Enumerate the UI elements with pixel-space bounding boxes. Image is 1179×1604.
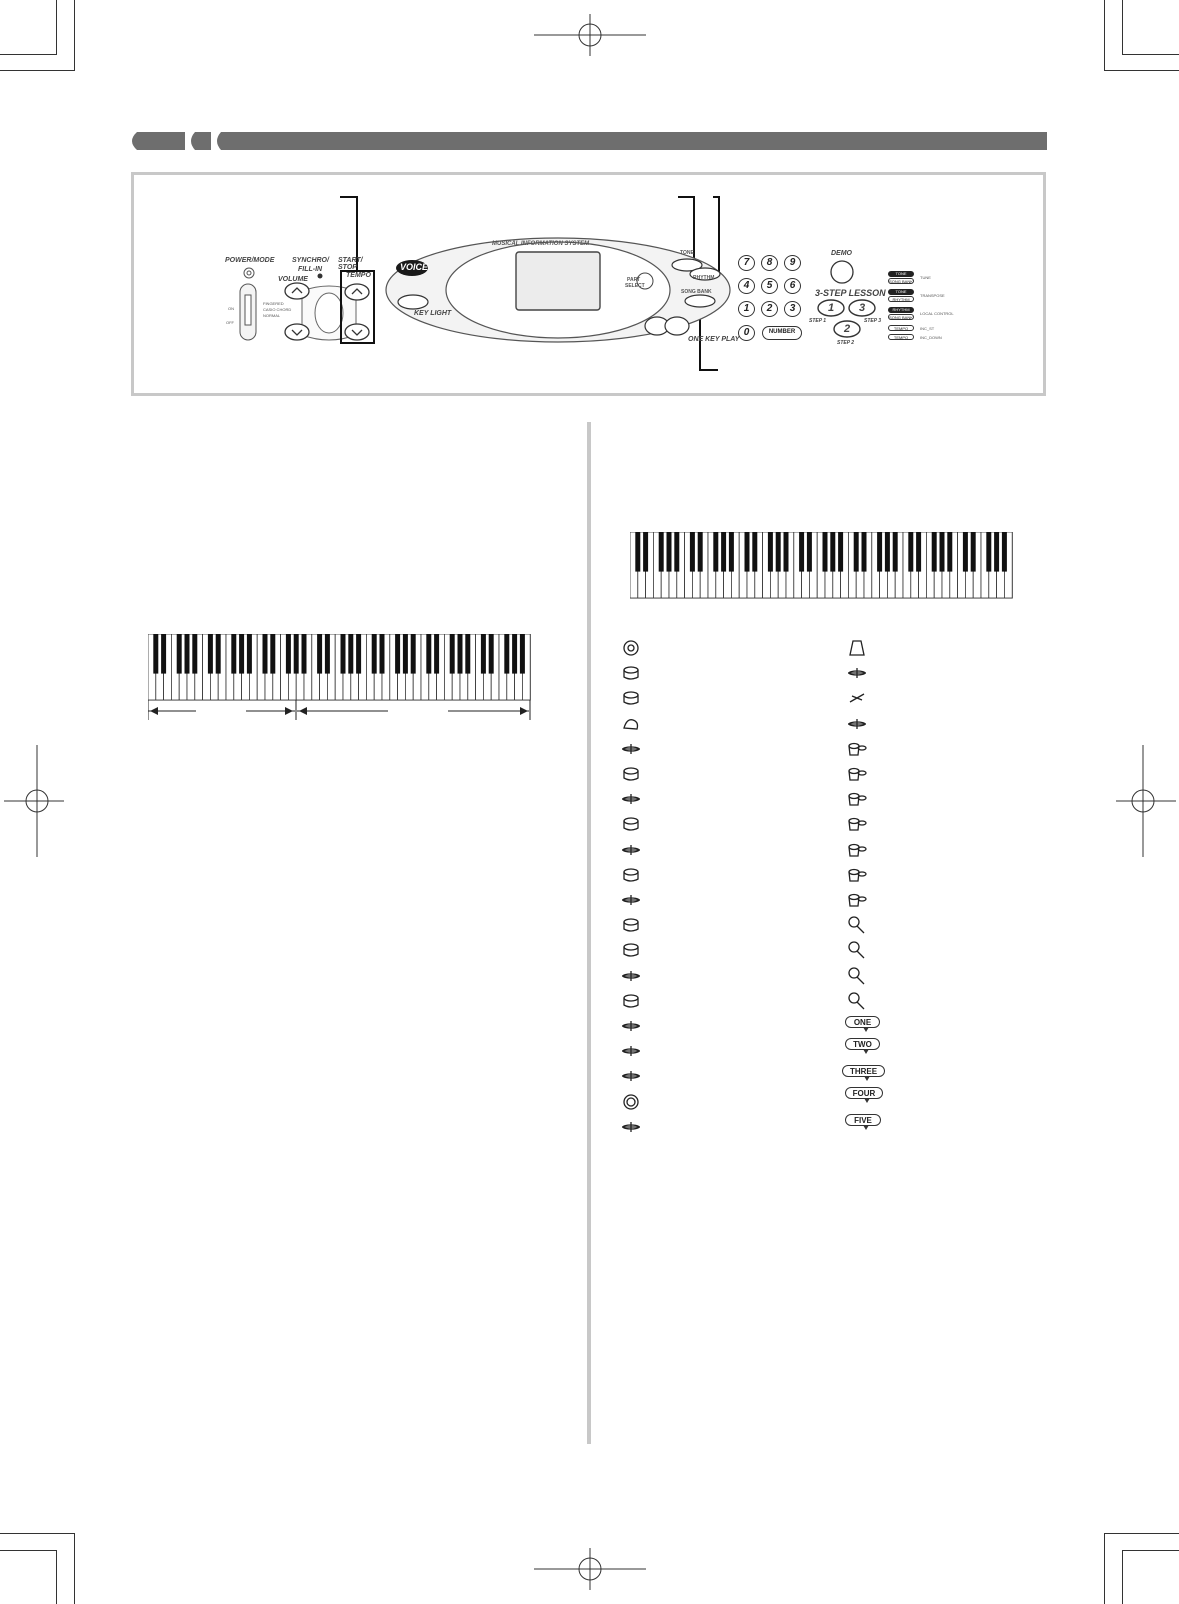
black-key <box>721 532 726 572</box>
one-key-play-buttons[interactable] <box>643 315 693 337</box>
agogo-l-icon <box>845 938 869 962</box>
step3-label: STEP 3 <box>864 318 882 324</box>
black-key <box>325 634 330 674</box>
black-key <box>395 634 400 674</box>
instrument-icon-list-right <box>845 636 885 1136</box>
pill-top: TONE <box>888 289 914 295</box>
registration-mark-right <box>1116 745 1176 857</box>
mis-label: MUSICAL INFORMATION SYSTEM <box>492 241 590 247</box>
crop-mark-bottom-right-v2 <box>1122 1550 1123 1604</box>
tom-low-icon <box>619 762 643 786</box>
black-key <box>745 532 750 572</box>
black-key <box>823 532 828 572</box>
ride-3-icon <box>845 712 869 736</box>
black-key <box>302 634 307 674</box>
black-key <box>994 532 999 572</box>
black-key <box>908 532 913 572</box>
black-key <box>216 634 221 674</box>
lesson-key-1[interactable]: 1 <box>828 302 835 314</box>
volume-label: VOLUME <box>278 276 308 283</box>
crop-mark-bottom-left-v2 <box>56 1550 57 1604</box>
black-key <box>932 532 937 572</box>
tom-lm-icon <box>619 913 643 937</box>
black-key <box>986 532 991 572</box>
hand-clap-icon <box>619 712 643 736</box>
black-key <box>434 634 439 674</box>
splash-icon <box>619 1115 643 1139</box>
black-key <box>286 634 291 674</box>
badge-one: ONE <box>845 1016 880 1028</box>
black-key <box>893 532 898 572</box>
agogo-h-icon <box>845 913 869 937</box>
column-divider <box>587 422 591 1444</box>
switch-off-label: OFF <box>226 320 234 325</box>
badge-three: THREE <box>842 1065 885 1077</box>
black-key <box>971 532 976 572</box>
black-key <box>807 532 812 572</box>
black-key <box>208 634 213 674</box>
pill-top: RHYTHM <box>888 307 914 313</box>
pill-bottom: SONG BANK <box>889 315 913 320</box>
crop-mark-bottom-left-h2 <box>0 1550 56 1551</box>
black-key <box>916 532 921 572</box>
pill-bottom: RHYTHM <box>888 296 914 302</box>
digit-key-5[interactable]: 5 <box>761 278 778 294</box>
keyboard-diagram-left <box>148 634 544 752</box>
black-key <box>263 634 268 674</box>
badge-two: TWO <box>845 1038 880 1050</box>
black-key <box>674 532 679 572</box>
black-key <box>947 532 952 572</box>
digit-key-0[interactable]: 0 <box>738 325 755 341</box>
black-key <box>635 532 640 572</box>
keyboard-diagram-right <box>630 532 1036 620</box>
lesson-key-3[interactable]: 3 <box>859 302 866 314</box>
conga-open-icon <box>845 812 869 836</box>
stop-label: STOP <box>338 264 357 271</box>
black-key <box>698 532 703 572</box>
tempo-up-button[interactable] <box>343 282 371 302</box>
arrow-head-right-start <box>299 707 307 715</box>
start-label: START/ <box>338 257 363 264</box>
instrument-icon-list-left <box>619 636 649 1136</box>
lesson-title: 3-STEP LESSON <box>815 288 886 298</box>
side-label: INC_DOWN <box>920 335 942 340</box>
conga-low-icon <box>845 838 869 862</box>
bongo-l-icon <box>845 762 869 786</box>
badge-five: FIVE <box>845 1114 881 1126</box>
ride-bell-icon <box>619 1064 643 1088</box>
black-key <box>426 634 431 674</box>
digit-key-2[interactable]: 2 <box>761 301 778 317</box>
black-key <box>963 532 968 572</box>
crop-mark-bottom-left-v <box>74 1533 75 1604</box>
rhythm-label: RHYTHM <box>693 275 715 281</box>
registration-mark-bottom <box>534 1548 646 1590</box>
black-key <box>799 532 804 572</box>
black-key <box>776 532 781 572</box>
fill-in-label: FILL-IN <box>298 266 323 273</box>
black-key <box>380 634 385 674</box>
number-keypad <box>738 255 808 345</box>
number-button[interactable]: NUMBER <box>762 326 802 340</box>
volume-down-button[interactable] <box>283 322 311 342</box>
side-label: INC_ST <box>920 326 935 331</box>
black-key <box>458 634 463 674</box>
tom-h-icon <box>619 812 643 836</box>
cowbell-icon <box>845 636 869 660</box>
digit-key-9[interactable]: 9 <box>784 255 801 271</box>
vibraslap-icon <box>845 686 869 710</box>
tone-label: TONE <box>680 250 694 256</box>
step1-label: STEP 1 <box>809 318 827 324</box>
snare-2-icon <box>619 686 643 710</box>
tempo-down-button[interactable] <box>343 322 371 342</box>
ride-2-icon <box>619 1014 643 1038</box>
black-key <box>713 532 718 572</box>
black-key <box>372 634 377 674</box>
black-key <box>239 634 244 674</box>
black-key <box>667 532 672 572</box>
black-key <box>729 532 734 572</box>
black-key <box>356 634 361 674</box>
side-label: TRANSPOSE <box>920 293 945 298</box>
bass-drum-icon <box>619 636 643 660</box>
mode-fingered-label: FINGERED <box>263 301 284 306</box>
black-key <box>838 532 843 572</box>
black-key <box>830 532 835 572</box>
black-key <box>153 634 158 674</box>
lesson-key-2[interactable]: 2 <box>844 323 851 335</box>
registration-mark-left <box>4 745 64 857</box>
tempo-label: TEMPO <box>346 272 371 279</box>
crash-2-icon <box>845 661 869 685</box>
tom-h2-icon <box>619 989 643 1013</box>
black-key <box>177 634 182 674</box>
black-key <box>185 634 190 674</box>
black-key <box>504 634 509 674</box>
crop-mark-bottom-right-h2 <box>1122 1550 1179 1551</box>
chinese-icon <box>619 1039 643 1063</box>
black-key <box>768 532 773 572</box>
black-key <box>247 634 252 674</box>
digit-key-8[interactable]: 8 <box>761 255 778 271</box>
power-mode-label: POWER/MODE <box>225 257 275 264</box>
black-key <box>231 634 236 674</box>
black-key <box>752 532 757 572</box>
mode-casio-chord-label: CASIO CHORD <box>263 307 292 312</box>
black-key <box>659 532 664 572</box>
digit-key-3[interactable]: 3 <box>784 301 801 317</box>
black-key <box>862 532 867 572</box>
demo-button[interactable] <box>829 259 855 285</box>
crop-mark-bottom-right-v <box>1104 1533 1105 1604</box>
maracas-icon <box>845 989 869 1013</box>
side-function-list <box>888 271 998 351</box>
tambourine-icon <box>619 1090 643 1114</box>
ride-icon <box>619 737 643 761</box>
conga-mute-icon <box>845 787 869 811</box>
voice-label: VOICE <box>400 262 429 272</box>
part-label: PART <box>627 277 641 283</box>
crop-mark-bottom-left-h <box>0 1533 74 1534</box>
arrow-gap <box>196 706 246 716</box>
crop-mark-bottom-right-h <box>1104 1533 1179 1534</box>
black-key <box>348 634 353 674</box>
black-key <box>643 532 648 572</box>
pill-top: TONE <box>888 271 914 277</box>
black-key <box>411 634 416 674</box>
hi-hat-closed-icon <box>619 787 643 811</box>
timbale-l-icon <box>845 888 869 912</box>
bongo-h-icon <box>845 737 869 761</box>
digit-key-4[interactable]: 4 <box>738 278 755 294</box>
synchro-label: SYNCHRO/ <box>292 257 329 264</box>
hi-hat-pedal-icon <box>619 838 643 862</box>
black-key <box>885 532 890 572</box>
crash-icon <box>619 964 643 988</box>
song-bank-button[interactable] <box>683 293 717 309</box>
side-label: TUNE <box>920 275 931 280</box>
one-key-play-label: ONE KEY PLAY <box>688 336 740 343</box>
power-indicator-icon <box>243 267 255 279</box>
pill-top: TEMPO <box>888 325 914 331</box>
arrow-head-left-end <box>285 707 293 715</box>
black-key <box>481 634 486 674</box>
pill-bottom: SONG BANK <box>889 279 913 284</box>
black-key <box>489 634 494 674</box>
black-key <box>854 532 859 572</box>
select-label: SELECT <box>625 283 645 289</box>
tom-l-icon <box>619 863 643 887</box>
black-key <box>450 634 455 674</box>
song-bank-label: SONG BANK <box>681 289 712 295</box>
black-key <box>317 634 322 674</box>
digit-key-6[interactable]: 6 <box>784 278 801 294</box>
digit-key-7[interactable]: 7 <box>738 255 755 271</box>
black-key <box>192 634 197 674</box>
black-key <box>161 634 166 674</box>
arrow-head-left <box>150 707 158 715</box>
step2-label: STEP 2 <box>837 340 855 346</box>
mode-normal-label: NORMAL <box>263 313 281 318</box>
synchro-led-icon <box>316 272 324 280</box>
black-key <box>520 634 525 674</box>
snare-icon <box>619 661 643 685</box>
arrow-head-right <box>520 707 528 715</box>
callout-lines <box>0 0 1179 420</box>
power-mode-switch[interactable] <box>238 283 260 343</box>
demo-label: DEMO <box>831 250 852 257</box>
black-key <box>877 532 882 572</box>
volume-up-button[interactable] <box>283 281 311 301</box>
key-light-label: KEY LIGHT <box>414 310 452 317</box>
digit-key-1[interactable]: 1 <box>738 301 755 317</box>
black-key <box>940 532 945 572</box>
side-label: LOCAL CONTROL <box>920 311 954 316</box>
black-key <box>1002 532 1007 572</box>
black-key <box>690 532 695 572</box>
black-key <box>512 634 517 674</box>
black-key <box>784 532 789 572</box>
cabasa-icon <box>845 964 869 988</box>
black-key <box>270 634 275 674</box>
arrow-gap <box>388 706 448 716</box>
timbale-h-icon <box>845 863 869 887</box>
switch-on-label: ON <box>228 306 234 311</box>
badge-four: FOUR <box>845 1087 883 1099</box>
hi-hat-open-icon <box>619 888 643 912</box>
key-light-button[interactable] <box>396 293 430 311</box>
black-key <box>294 634 299 674</box>
pill-top: TEMPO <box>888 334 914 340</box>
black-key <box>341 634 346 674</box>
black-key <box>465 634 470 674</box>
black-key <box>403 634 408 674</box>
tom-hm-icon <box>619 938 643 962</box>
